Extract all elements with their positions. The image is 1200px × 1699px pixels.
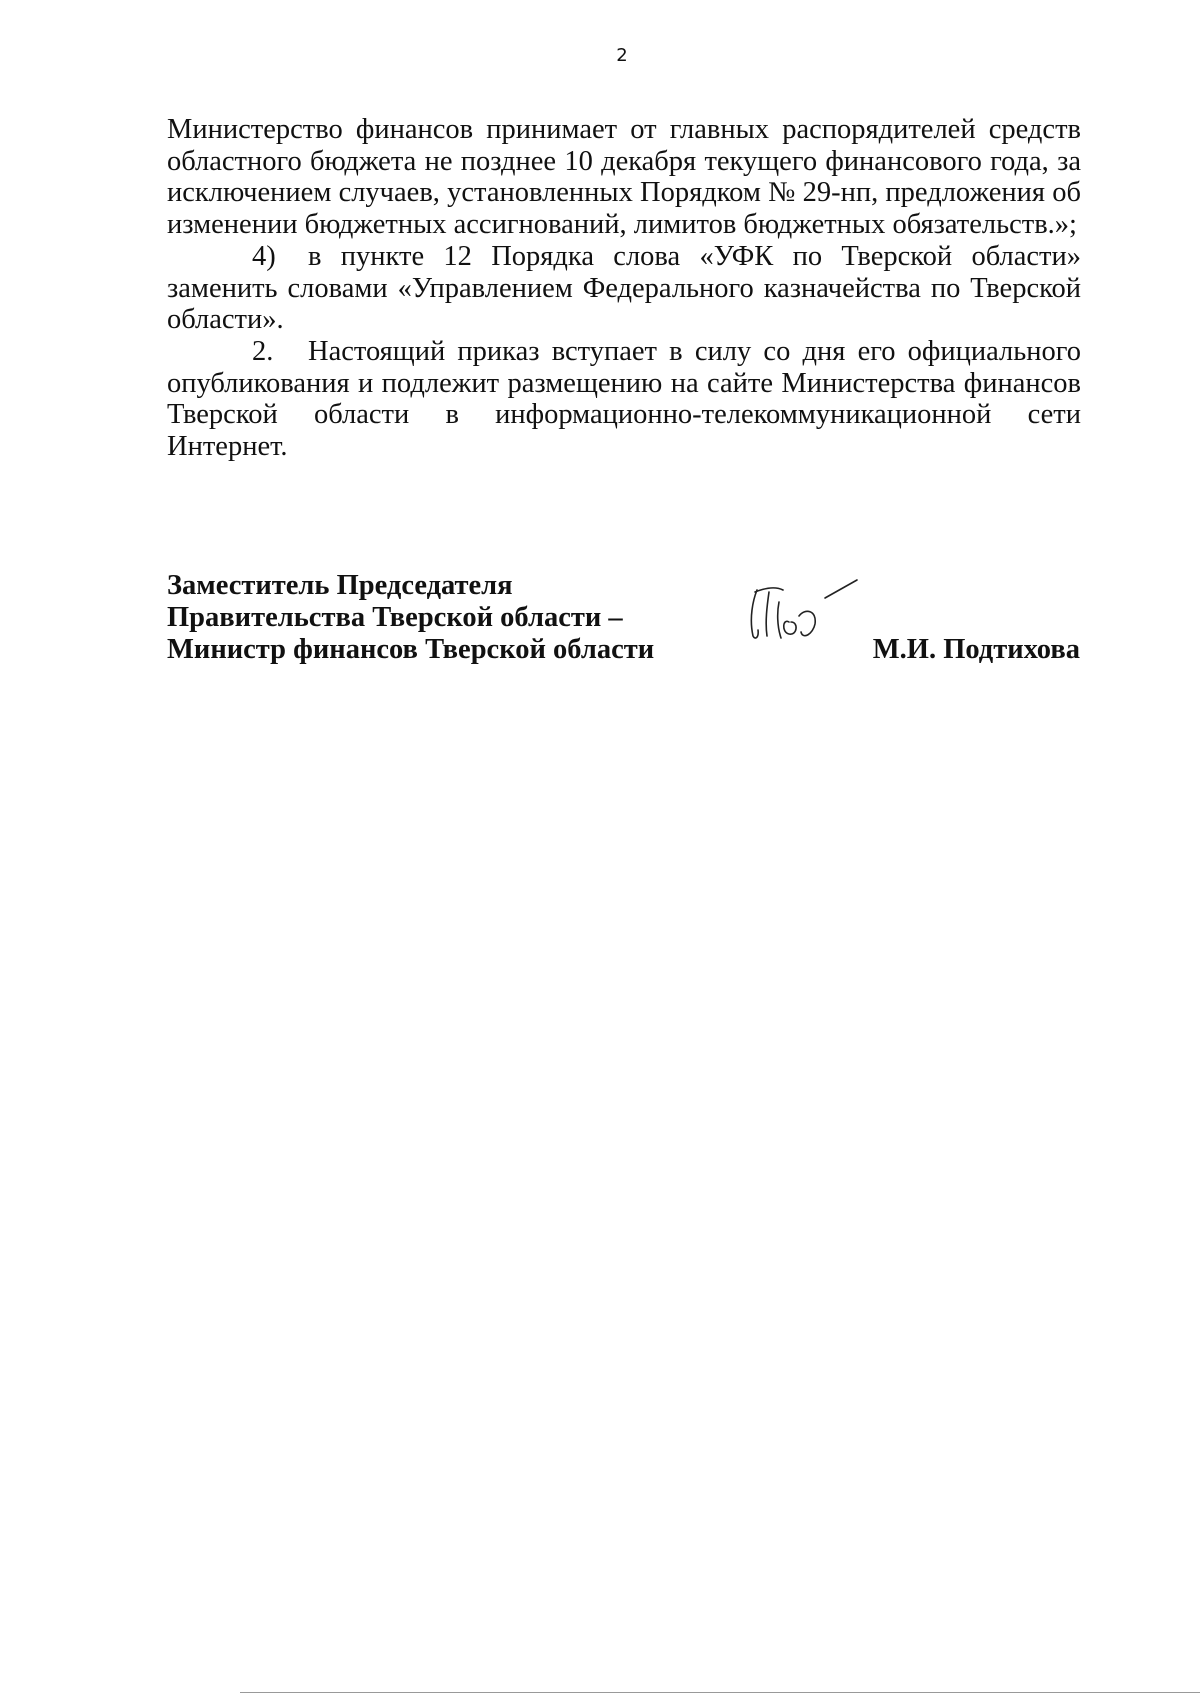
item-4-line-2: заменить словами «Управлением Федерального казначейства по Тверской (167, 272, 1081, 304)
item-2-number: 2. (252, 335, 274, 367)
item-2-line-1 (167, 336, 1081, 368)
item-2 (167, 336, 1081, 463)
item-4-line-1 (167, 241, 1081, 273)
bottom-edge-line (240, 1692, 1200, 1693)
handwritten-signature (745, 578, 860, 644)
paragraph-intro (167, 114, 1081, 241)
item-4 (167, 241, 1081, 336)
item-2-line-3: Тверской области в информационно-телекоммуникационной сети (167, 399, 1081, 431)
item-2-line-4: Интернет. (167, 431, 288, 463)
item-4-line-1-text: в пункте 12 Порядка слова «УФК по Тверской области» (308, 240, 1081, 272)
signer-position-line-3: Министр финансов Тверской области (167, 634, 655, 665)
signer-position (167, 570, 654, 666)
paragraph-intro-line-4: изменении бюджетных ассигнований, лимитов бюджетных обязательств.»; (167, 209, 1077, 241)
signer-position-line-1: Заместитель Председателя (167, 570, 513, 601)
paragraph-intro-line-2: областного бюджета не позднее 10 декабря текущего финансового года, за (167, 145, 1081, 177)
document-body (167, 114, 1081, 463)
item-4-number: 4) (252, 240, 276, 272)
page-number: 2 (616, 45, 628, 66)
paragraph-intro-line-3: исключением случаев, установленных Порядком № 29-нп, предложения об (167, 177, 1081, 209)
item-2-line-2: опубликования и подлежит размещению на сайте Министерства финансов (167, 367, 1081, 399)
signer-position-line-2: Правительства Тверской области – (167, 602, 623, 633)
item-4-line-3: области». (167, 304, 284, 336)
paragraph-intro-line-1: Министерство финансов принимает от главных распорядителей средств (167, 114, 1081, 145)
signer-name: М.И. Подтихова (872, 634, 1080, 665)
item-2-line-1-text: Настоящий приказ вступает в силу со дня его официального (308, 335, 1081, 367)
